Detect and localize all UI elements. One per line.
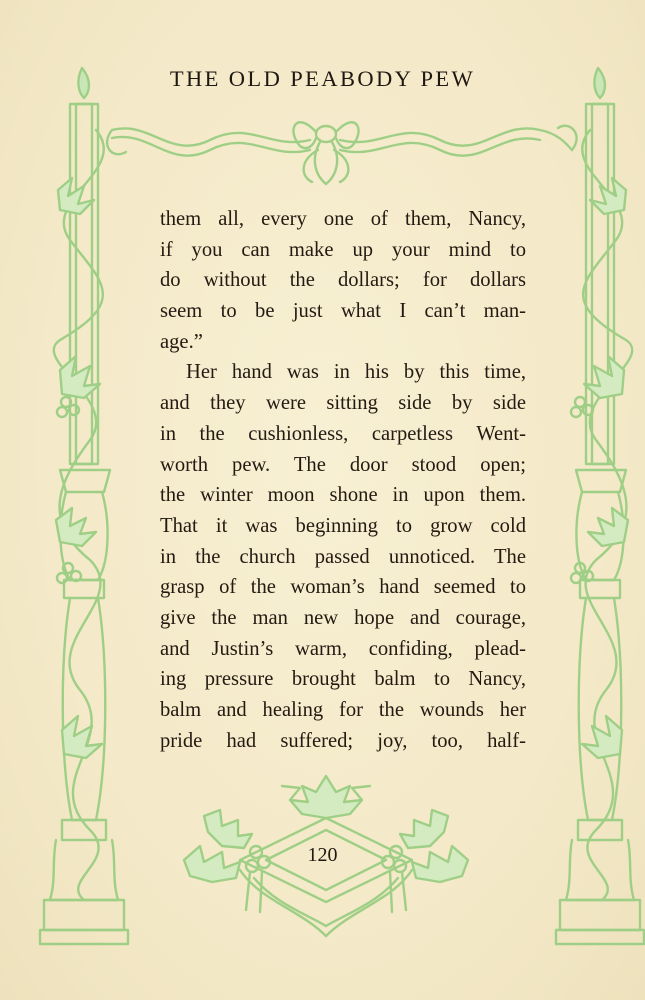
text-line: age.” [160,330,203,353]
running-head: THE OLD PEABODY PEW [169,66,476,91]
text-line: and they were sitting side by side [160,392,526,415]
text-line: worth pew. The door stood open; [160,453,526,476]
text-line: in the church passed unnoticed. The [160,545,526,568]
text-line: do without the dollars; for dollars [160,269,526,292]
paragraph [160,204,526,357]
text-line: if you can make up your mind to [160,238,526,261]
ribbon-bow-garland [107,122,577,184]
text-line: in the cushionless, carpetless Went- [160,422,526,445]
text-line: and Justin’s warm, confiding, plead- [160,637,526,660]
text-line: them all, every one of them, Nancy, [160,208,526,230]
right-candle-icon [556,68,644,944]
body-text [160,204,526,756]
text-line: balm and healing for the wounds her [160,699,526,721]
text-line: pride had suffered; joy, too, half- [160,729,526,752]
text-line: That it was beginning to grow cold [160,514,526,537]
text-line: grasp of the woman’s hand seemed to [160,576,526,599]
paragraph [160,357,526,756]
text-line: ing pressure brought balm to Nancy, [160,668,526,691]
text-line: give the man new hope and courage, [160,606,526,629]
page-number: 120 [307,844,338,866]
text-line: seem to be just what I can’t man- [160,300,526,323]
left-candle-icon [40,68,128,944]
text-line: Her hand was in his by this time, [186,361,526,384]
text-line: the winter moon shone in upon them. [160,484,526,507]
